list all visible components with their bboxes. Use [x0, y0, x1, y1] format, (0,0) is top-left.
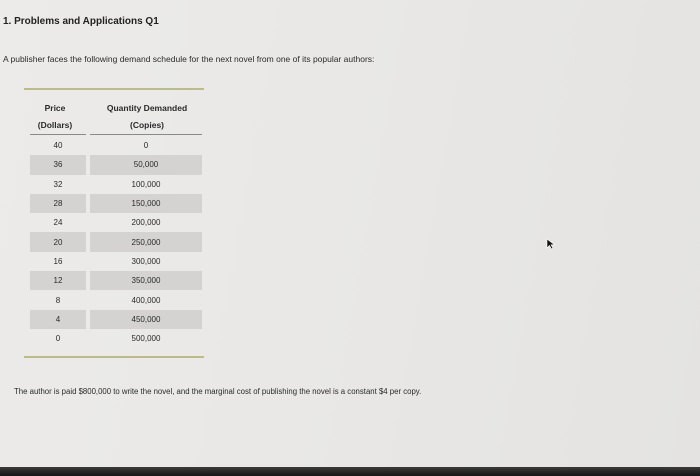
table-row	[24, 290, 208, 309]
quantity-cell: 100,000	[131, 179, 161, 189]
table-row	[24, 310, 208, 329]
quantity-cell: 450,000	[90, 310, 202, 329]
question-conclusion: The author is paid $800,000 to write the novel, and the marginal cost of publishing the novel is a constant $4 per copy.	[14, 387, 422, 396]
table-header	[24, 90, 208, 134]
table-row	[24, 136, 208, 155]
table-row	[24, 271, 208, 290]
quantity-cell: 500,000	[131, 334, 161, 344]
price-cell: 20	[30, 232, 86, 251]
price-cell: 36	[30, 155, 86, 174]
price-header-unit: (Dollars)	[37, 120, 73, 130]
quantity-cell: 250,000	[90, 232, 202, 251]
quantity-header-unit: (Copies)	[130, 120, 164, 130]
price-cell: 16	[53, 256, 63, 266]
quantity-cell: 300,000	[131, 256, 161, 266]
quantity-header-label: Quantity Demanded	[106, 103, 188, 113]
monitor-bezel	[0, 467, 700, 476]
price-cell: 0	[55, 334, 61, 344]
question-intro: A publisher faces the following demand schedule for the next novel from one of its popular authors:	[3, 54, 375, 64]
demand-schedule-table	[24, 88, 208, 358]
quantity-cell: 350,000	[90, 271, 202, 290]
quantity-header-underline	[90, 134, 202, 135]
price-column-header	[24, 100, 86, 134]
table-row	[24, 175, 208, 194]
price-cell: 8	[55, 295, 61, 305]
quantity-cell: 0	[143, 141, 149, 151]
price-header-label: Price	[44, 103, 66, 113]
quantity-cell: 50,000	[90, 155, 202, 174]
question-heading: 1. Problems and Applications Q1	[3, 16, 159, 27]
table-body	[24, 136, 208, 348]
table-row	[24, 232, 208, 251]
price-cell: 40	[53, 141, 63, 151]
price-cell: 24	[53, 218, 63, 228]
table-row	[24, 329, 208, 348]
price-cell: 12	[30, 271, 86, 290]
price-header-underline	[30, 134, 86, 135]
table-bottom-rule	[24, 356, 204, 358]
quantity-column-header	[90, 100, 204, 134]
table-row	[24, 194, 208, 213]
table-row	[24, 213, 208, 232]
price-cell: 4	[30, 310, 86, 329]
quantity-cell: 400,000	[131, 295, 161, 305]
price-cell: 32	[53, 179, 63, 189]
table-row	[24, 155, 208, 174]
quantity-cell: 150,000	[90, 194, 202, 213]
quantity-cell: 200,000	[131, 218, 161, 228]
price-cell: 28	[30, 194, 86, 213]
table-row	[24, 252, 208, 271]
